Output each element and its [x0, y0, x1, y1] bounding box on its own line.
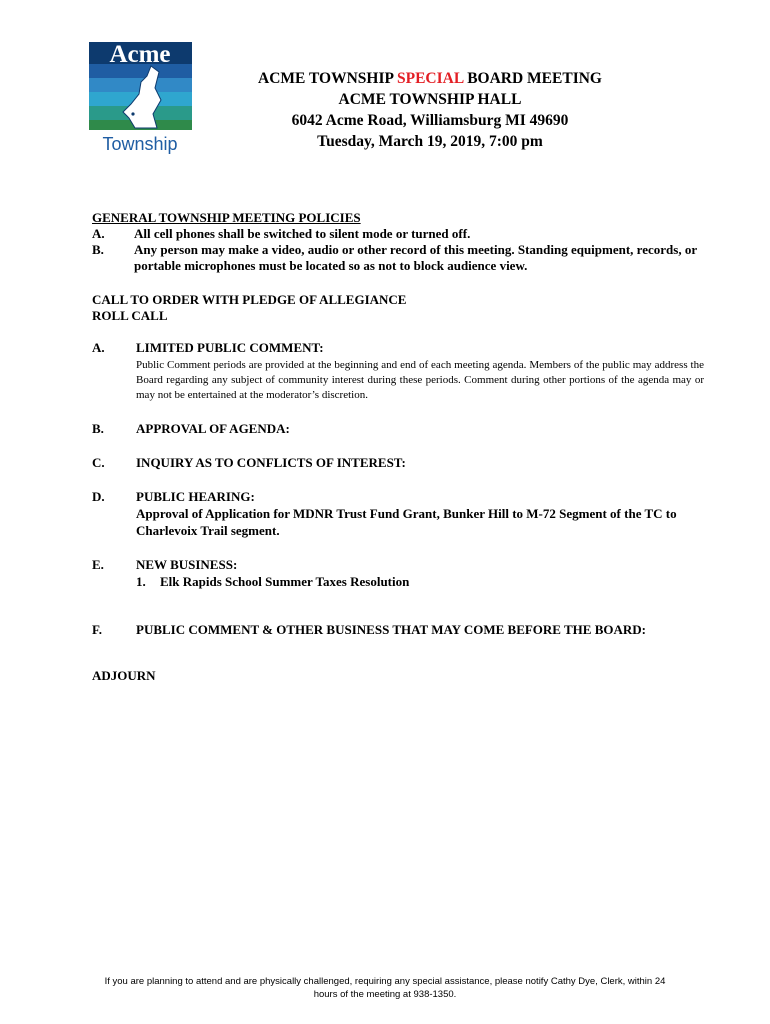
logo-word-top: Acme [109, 42, 171, 68]
header-title-pre: ACME TOWNSHIP [258, 70, 397, 87]
header-location: ACME TOWNSHIP HALL [338, 91, 522, 108]
header-title [200, 68, 660, 89]
logo-graphic [89, 42, 192, 154]
accessibility-notice [85, 975, 685, 1001]
subitem-text: Elk Rapids School Summer Taxes Resolution [160, 574, 410, 589]
header-date: Tuesday, March 19, 2019, 7:00 pm [317, 133, 543, 150]
policies-title: GENERAL TOWNSHIP MEETING POLICIES [92, 210, 361, 225]
agenda-item-b [92, 421, 704, 437]
policy-label: B. [92, 242, 104, 257]
logo-word-bottom: Township [102, 134, 178, 154]
agenda-item-e [92, 557, 704, 590]
agenda-item-f [92, 622, 704, 638]
agenda-item-label: B. [92, 421, 104, 436]
agenda-item-label: F. [92, 622, 102, 637]
policy-label: A. [92, 226, 105, 241]
new-business-subitem [136, 573, 704, 590]
policy-text: Any person may make a video, audio or other record of this meeting. Standing equipment, records, or portable microphones must be located so as not to block audience view. [134, 242, 697, 273]
meeting-header [200, 68, 660, 152]
agenda-item-label: E. [92, 557, 104, 572]
policy-item [92, 226, 704, 242]
agenda-item-a [92, 340, 704, 403]
agenda-item-title: PUBLIC HEARING: [136, 489, 255, 504]
agenda-item-title: LIMITED PUBLIC COMMENT: [136, 340, 324, 355]
header-title-post: BOARD MEETING [463, 70, 602, 87]
policy-text: All cell phones shall be switched to silent mode or turned off. [134, 226, 471, 241]
agenda-item-title: APPROVAL OF AGENDA: [136, 421, 290, 436]
agenda-item-title: NEW BUSINESS: [136, 557, 238, 572]
subitem-label: 1. [136, 574, 146, 589]
acme-township-logo [89, 42, 192, 154]
agenda-item-d [92, 489, 704, 539]
agenda-item-title: PUBLIC COMMENT & OTHER BUSINESS THAT MAY COME BEFORE THE BOARD: [136, 622, 646, 637]
adjourn: ADJOURN [92, 668, 156, 683]
roll-call: ROLL CALL [92, 308, 168, 323]
public-comment-description: Public Comment periods are provided at the beginning and end of each meeting agenda. Members of the public may address the Board regarding any subject of community interest during these periods. Comment during other portions of the agenda may or may not be entertained at the moderator’s discretion. [136, 359, 704, 401]
agenda-item-c [92, 455, 704, 471]
agenda-item-title: INQUIRY AS TO CONFLICTS OF INTEREST: [136, 455, 406, 470]
public-hearing-text: Approval of Application for MDNR Trust Fund Grant, Bunker Hill to M-72 Segment of the TC to Charlevoix Trail segment. [136, 506, 677, 538]
agenda-item-label: A. [92, 340, 105, 355]
agenda-item-label: D. [92, 489, 105, 504]
footer-line-2: hours of the meeting at 938-1350. [313, 989, 457, 1000]
header-address: 6042 Acme Road, Williamsburg MI 49690 [291, 112, 569, 129]
agenda-item-label: C. [92, 455, 105, 470]
call-to-order: CALL TO ORDER WITH PLEDGE OF ALLEGIANCE [92, 292, 407, 307]
header-title-special: SPECIAL [396, 70, 464, 87]
agenda-body [92, 210, 704, 684]
footer-line-1: If you are planning to attend and are physically challenged, requiring any special assistance, please notify Cathy Dye, Clerk, within 24 [104, 976, 666, 987]
policy-item [92, 242, 704, 274]
